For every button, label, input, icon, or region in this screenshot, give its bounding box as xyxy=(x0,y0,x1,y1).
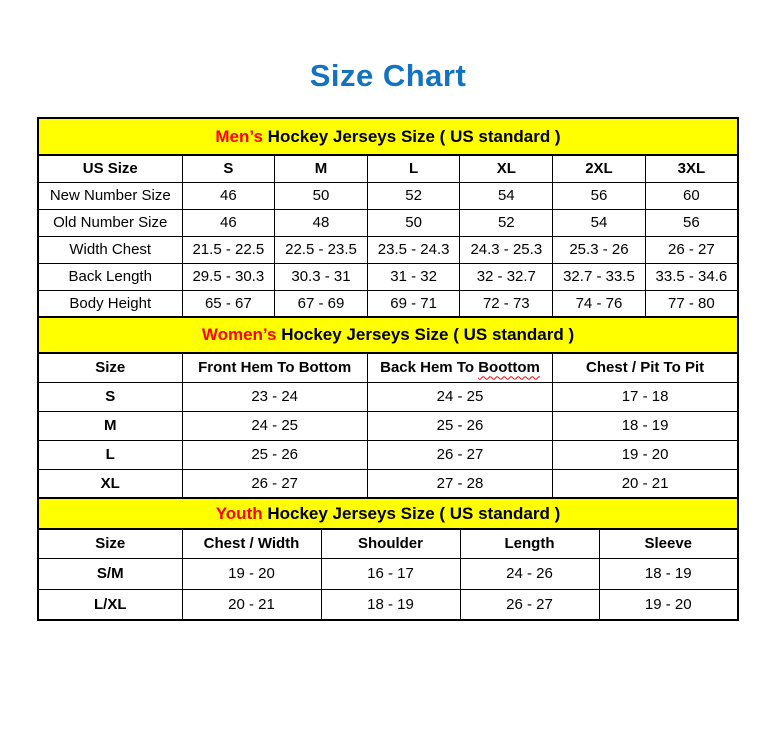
womens-column-header: Front Hem To Bottom xyxy=(182,353,367,382)
youth-banner-row xyxy=(38,498,738,529)
size-tables xyxy=(37,117,739,621)
womens-cell: 19 - 20 xyxy=(553,440,738,469)
womens-row-label: L xyxy=(38,440,182,469)
youth-cell: 16 - 17 xyxy=(321,558,460,589)
mens-cell: 24.3 - 25.3 xyxy=(460,236,553,263)
youth-cell: 20 - 21 xyxy=(182,589,321,620)
youth-row-label: S/M xyxy=(38,558,182,589)
womens-banner-highlight: Women’s xyxy=(201,325,277,344)
youth-banner-highlight: Youth xyxy=(215,503,263,523)
youth-header-row xyxy=(38,529,738,558)
mens-cell: 67 - 69 xyxy=(275,290,368,317)
mens-table-row xyxy=(38,182,738,209)
mens-cell: 46 xyxy=(182,209,275,236)
youth-column-header: Size xyxy=(38,529,182,558)
womens-header-row xyxy=(38,353,738,382)
mens-cell: 48 xyxy=(275,209,368,236)
mens-banner-text: Hockey Jerseys Size ( US standard ) xyxy=(267,126,561,146)
youth-cell: 18 - 19 xyxy=(321,589,460,620)
mens-cell: 54 xyxy=(553,209,646,236)
mens-cell: 72 - 73 xyxy=(460,290,553,317)
mens-cell: 33.5 - 34.6 xyxy=(645,263,738,290)
mens-cell: 52 xyxy=(460,209,553,236)
mens-cell: 69 - 71 xyxy=(367,290,460,317)
womens-row-label: S xyxy=(38,382,182,411)
page-title: Size Chart xyxy=(309,58,467,93)
mens-banner-highlight: Men’s xyxy=(215,126,263,146)
womens-cell: 24 - 25 xyxy=(182,411,367,440)
youth-cell: 18 - 19 xyxy=(599,558,738,589)
womens-cell: 25 - 26 xyxy=(367,411,552,440)
mens-size-table xyxy=(37,117,739,318)
misspelled-word: Boottom xyxy=(478,359,540,377)
youth-column-header: Length xyxy=(460,529,599,558)
mens-column-header: XL xyxy=(460,155,553,182)
youth-table-row xyxy=(38,558,738,589)
mens-cell: 60 xyxy=(645,182,738,209)
womens-column-header: Chest / Pit To Pit xyxy=(553,353,738,382)
womens-cell: 17 - 18 xyxy=(553,382,738,411)
womens-cell: 26 - 27 xyxy=(367,440,552,469)
mens-banner-row xyxy=(38,118,738,155)
womens-banner-row xyxy=(38,317,738,353)
womens-table-row xyxy=(38,411,738,440)
mens-cell: 52 xyxy=(367,182,460,209)
mens-column-header: 3XL xyxy=(645,155,738,182)
womens-cell: 23 - 24 xyxy=(182,382,367,411)
youth-size-table xyxy=(37,497,739,621)
womens-cell: 27 - 28 xyxy=(367,469,552,498)
mens-row-label: Old Number Size xyxy=(38,209,182,236)
mens-table-row xyxy=(38,209,738,236)
youth-table-row xyxy=(38,589,738,620)
mens-column-header: M xyxy=(275,155,368,182)
youth-column-header: Shoulder xyxy=(321,529,460,558)
womens-size-table xyxy=(37,316,739,499)
youth-cell: 24 - 26 xyxy=(460,558,599,589)
mens-cell: 54 xyxy=(460,182,553,209)
mens-cell: 77 - 80 xyxy=(645,290,738,317)
youth-cell: 19 - 20 xyxy=(182,558,321,589)
youth-row-label: L/XL xyxy=(38,589,182,620)
womens-row-label: M xyxy=(38,411,182,440)
mens-column-header: S xyxy=(182,155,275,182)
mens-row-label: Body Height xyxy=(38,290,182,317)
womens-cell: 18 - 19 xyxy=(553,411,738,440)
womens-column-header: Back Hem To Boottom xyxy=(367,353,552,382)
mens-cell: 25.3 - 26 xyxy=(553,236,646,263)
youth-cell: 26 - 27 xyxy=(460,589,599,620)
mens-cell: 31 - 32 xyxy=(367,263,460,290)
mens-column-header: L xyxy=(367,155,460,182)
mens-cell: 50 xyxy=(275,182,368,209)
mens-table-row xyxy=(38,236,738,263)
womens-cell: 26 - 27 xyxy=(182,469,367,498)
mens-cell: 26 - 27 xyxy=(645,236,738,263)
womens-column-header: Size xyxy=(38,353,182,382)
mens-cell: 32 - 32.7 xyxy=(460,263,553,290)
womens-cell: 20 - 21 xyxy=(553,469,738,498)
mens-cell: 56 xyxy=(553,182,646,209)
mens-cell: 56 xyxy=(645,209,738,236)
mens-table-row xyxy=(38,263,738,290)
womens-banner-text: Hockey Jerseys Size ( US standard ) xyxy=(281,325,575,344)
youth-column-header: Sleeve xyxy=(599,529,738,558)
mens-column-header: 2XL xyxy=(553,155,646,182)
mens-section-banner xyxy=(38,118,738,155)
mens-cell: 23.5 - 24.3 xyxy=(367,236,460,263)
mens-cell: 30.3 - 31 xyxy=(275,263,368,290)
mens-cell: 29.5 - 30.3 xyxy=(182,263,275,290)
mens-column-header: US Size xyxy=(38,155,182,182)
mens-header-row xyxy=(38,155,738,182)
womens-table-row xyxy=(38,440,738,469)
womens-cell: 25 - 26 xyxy=(182,440,367,469)
mens-cell: 74 - 76 xyxy=(553,290,646,317)
youth-column-header: Chest / Width xyxy=(182,529,321,558)
womens-section-banner xyxy=(38,317,738,353)
mens-cell: 65 - 67 xyxy=(182,290,275,317)
youth-cell: 19 - 20 xyxy=(599,589,738,620)
mens-cell: 21.5 - 22.5 xyxy=(182,236,275,263)
mens-cell: 32.7 - 33.5 xyxy=(553,263,646,290)
mens-row-label: Width Chest xyxy=(38,236,182,263)
womens-row-label: XL xyxy=(38,469,182,498)
mens-row-label: New Number Size xyxy=(38,182,182,209)
mens-cell: 50 xyxy=(367,209,460,236)
mens-table-row xyxy=(38,290,738,317)
mens-row-label: Back Length xyxy=(38,263,182,290)
womens-cell: 24 - 25 xyxy=(367,382,552,411)
womens-table-row xyxy=(38,382,738,411)
youth-section-banner xyxy=(38,498,738,529)
mens-cell: 46 xyxy=(182,182,275,209)
mens-cell: 22.5 - 23.5 xyxy=(275,236,368,263)
youth-banner-text: Hockey Jerseys Size ( US standard ) xyxy=(267,503,561,523)
womens-table-row xyxy=(38,469,738,498)
